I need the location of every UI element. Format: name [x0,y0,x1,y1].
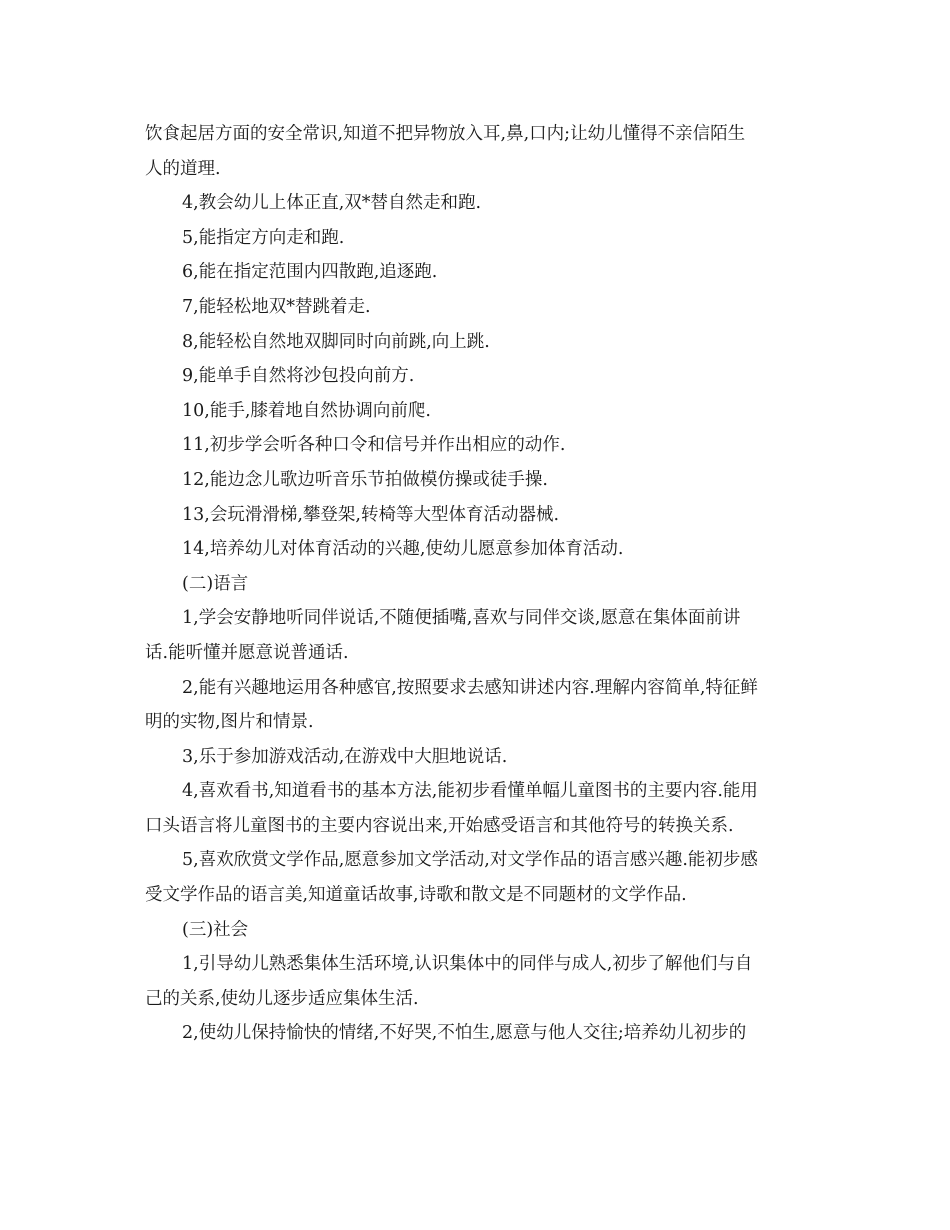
text-line: 饮食起居方面的安全常识,知道不把异物放入耳,鼻,口内;让幼儿懂得不亲信陌生 [145,124,746,144]
text-line: 5,能指定方向走和跑. [182,227,345,248]
text-line: 4,喜欢看书,知道看书的基本方法,能初步看懂单幅儿童图书的主要内容.能用 [182,781,758,802]
text-line: 4,教会幼儿上体正直,双*替自然走和跑. [182,193,482,214]
text-line: 7,能轻松地双*替跳着走. [182,296,371,317]
text-line: 9,能单手自然将沙包投向前方. [182,366,415,387]
text-line: 1,引导幼儿熟悉集体生活环境,认识集体中的同伴与成人,初步了解他们与自 [182,954,753,975]
text-line: 12,能边念儿歌边听音乐节拍做模仿操或徒手操. [182,469,548,490]
text-line: 2,能有兴趣地运用各种感官,按照要求去感知讲述内容.理解内容简单,特征鲜 [182,677,758,698]
text-line: 2,使幼儿保持愉快的情绪,不好哭,不怕生,愿意与他人交往;培养幼儿初步的 [182,1023,747,1044]
text-line: 明的实物,图片和情景. [145,712,314,733]
document-body [145,117,805,1051]
text-line: 1,学会安静地听同伴说话,不随便插嘴,喜欢与同伴交谈,愿意在集体面前讲 [182,608,741,629]
text-line: 人的道理. [145,158,221,179]
section-heading: (二)语言 [182,573,249,594]
text-line: 5,喜欢欣赏文学作品,愿意参加文学活动,对文学作品的语言感兴趣.能初步感 [182,850,758,871]
text-line: 10,能手,膝着地自然协调向前爬. [182,400,431,421]
text-line: 话.能听懂并愿意说普通话. [145,642,349,663]
text-line: 己的关系,使幼儿逐步适应集体生活. [145,988,419,1009]
text-line: 3,乐于参加游戏活动,在游戏中大胆地说话. [182,746,508,767]
text-line: 6,能在指定范围内四散跑,追逐跑. [182,262,438,283]
text-line: 受文学作品的语言美,知道童话故事,诗歌和散文是不同题材的文学作品. [145,885,687,906]
text-line: 口头语言将儿童图书的主要内容说出来,开始感受语言和其他符号的转换关系. [145,815,734,836]
text-line: 14,培养幼儿对体育活动的兴趣,使幼儿愿意参加体育活动. [182,539,624,560]
text-line: 11,初步学会听各种口令和信号并作出相应的动作. [182,435,566,456]
text-line: 8,能轻松自然地双脚同时向前跳,向上跳. [182,331,490,352]
text-line: 13,会玩滑滑梯,攀登架,转椅等大型体育活动器械. [182,504,560,525]
section-heading: (三)社会 [182,919,249,940]
